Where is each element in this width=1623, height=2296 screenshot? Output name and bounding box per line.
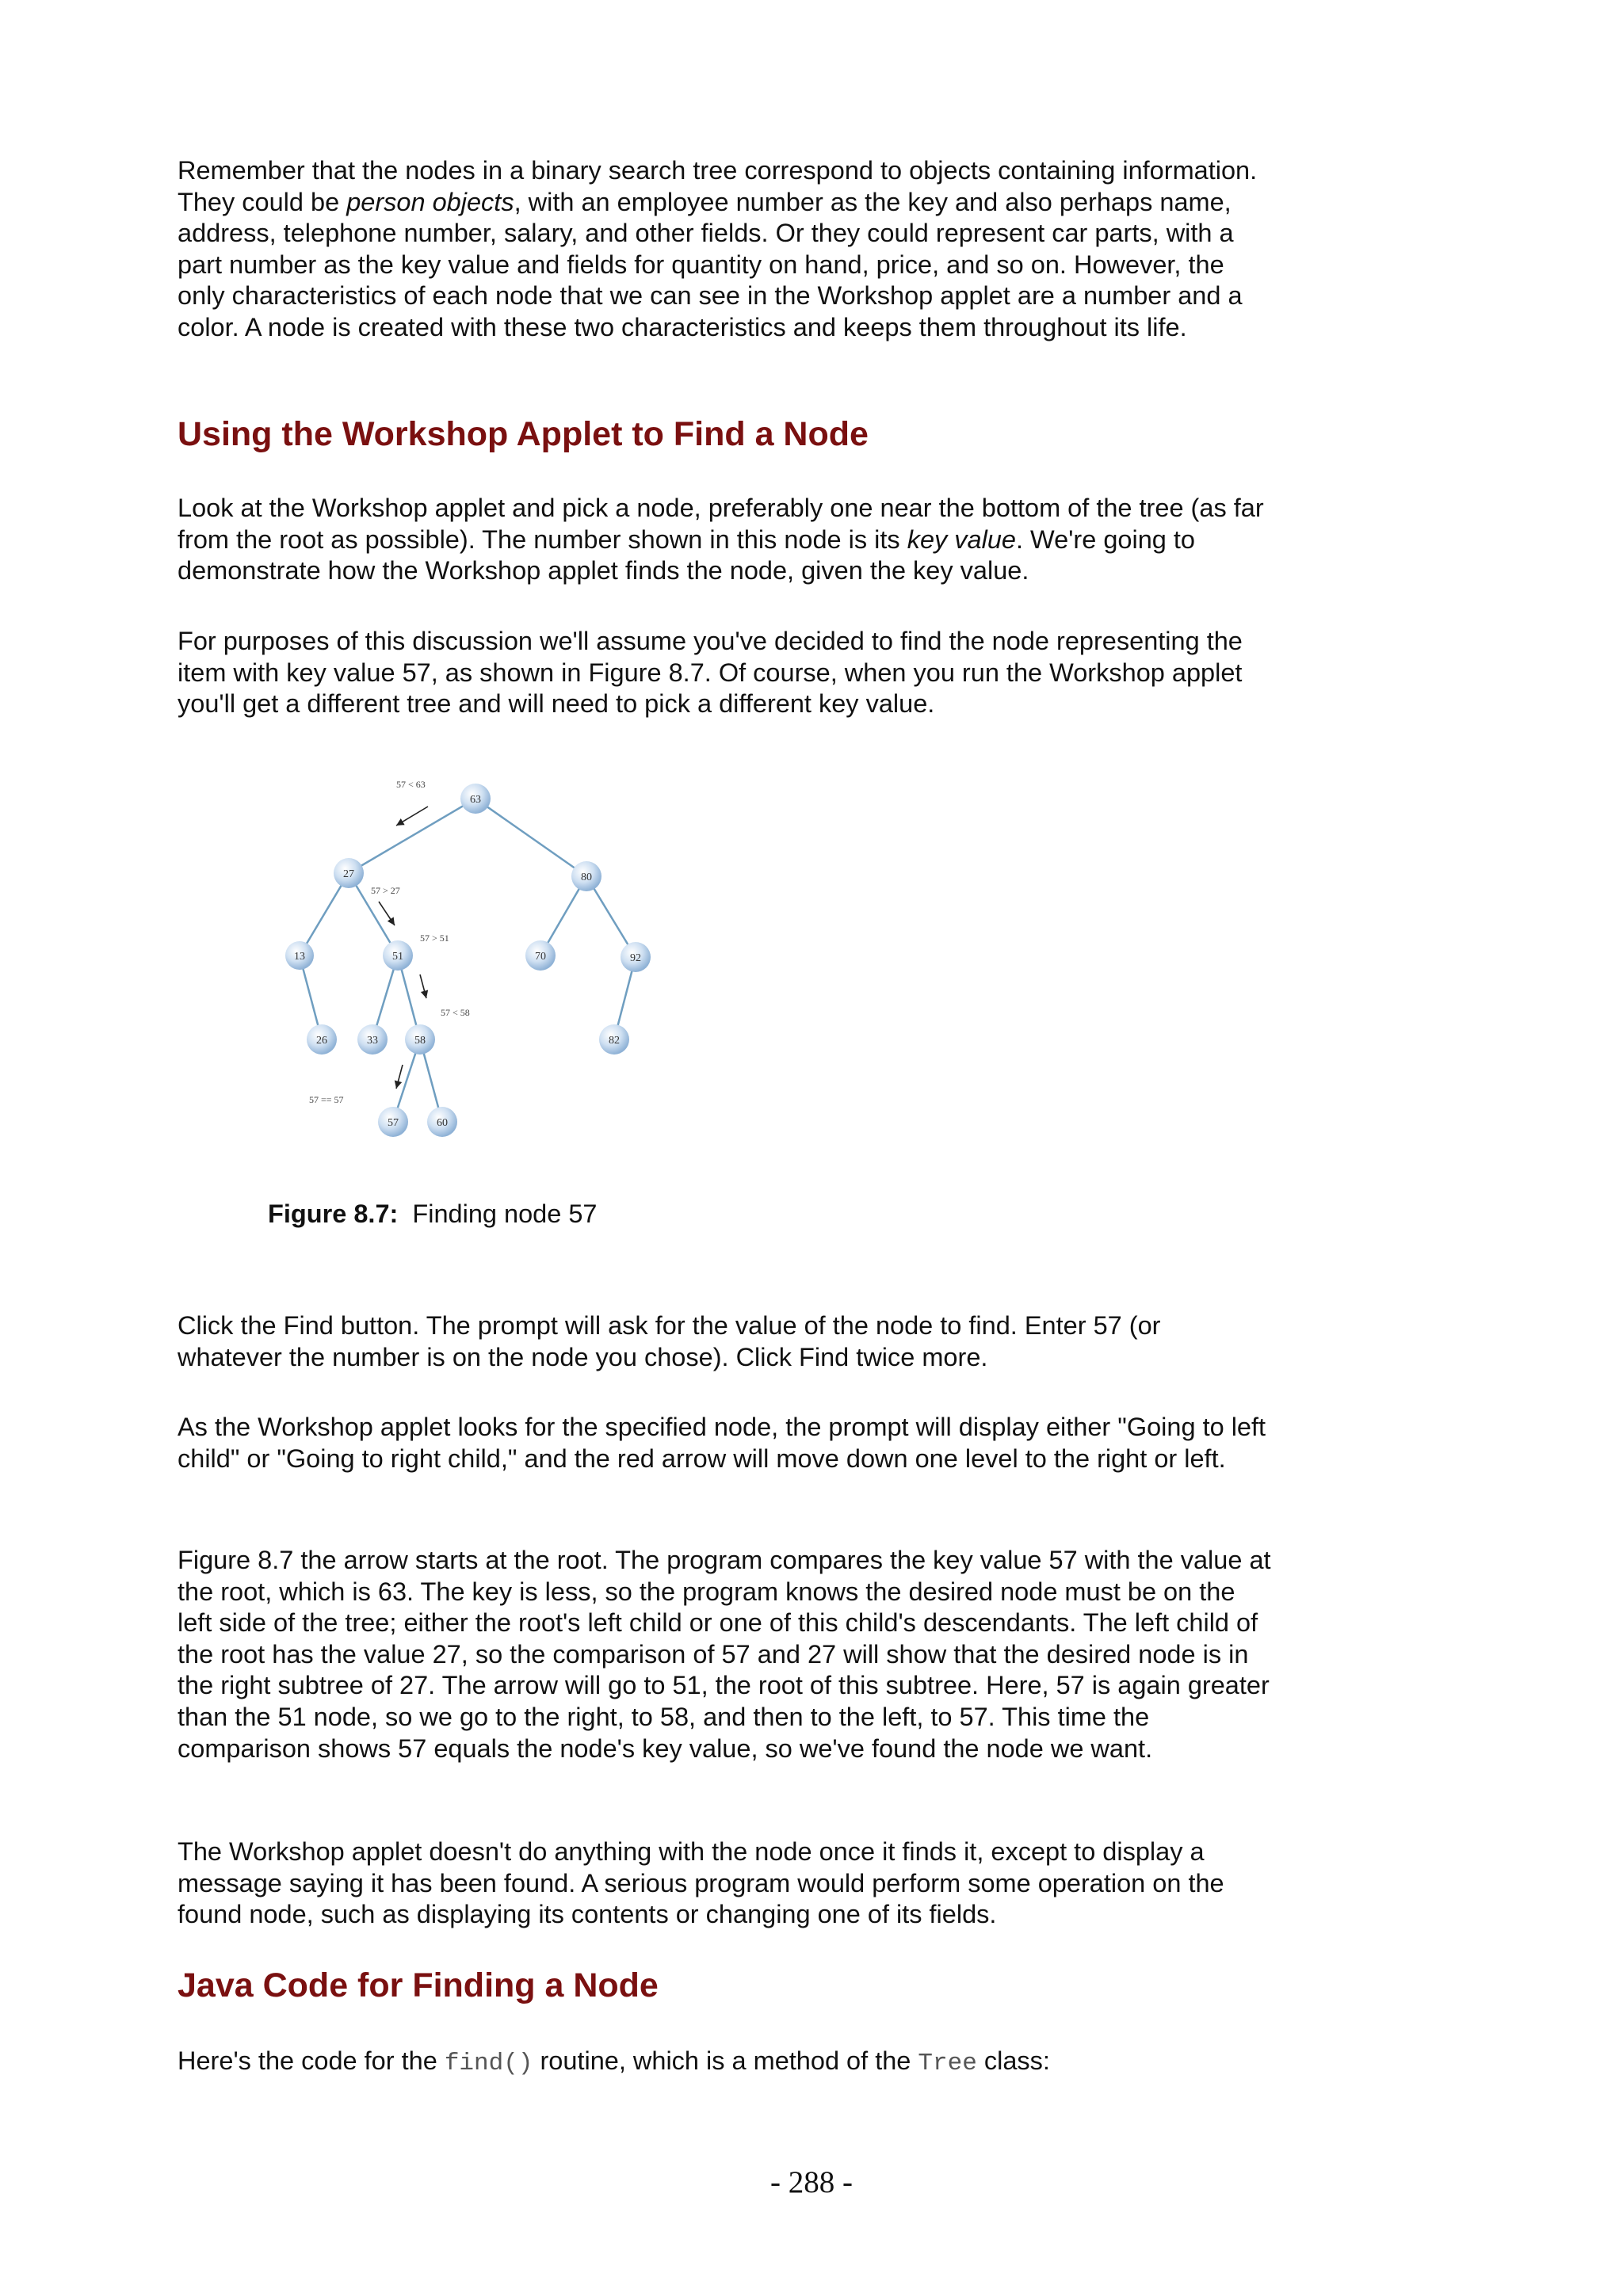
inline-code: find() <box>444 2050 533 2077</box>
figure-binary-tree <box>285 761 666 1157</box>
paragraph-text: Remember that the nodes in a binary search tree correspond to objects containing information. They could be <box>178 156 1258 216</box>
tree-node <box>307 1024 337 1055</box>
inline-code: Tree <box>918 2050 977 2077</box>
node-label: 80 <box>581 871 592 883</box>
comparison-label: 57 < 58 <box>441 1007 470 1018</box>
node-label: 58 <box>414 1035 426 1047</box>
page-number: - 288 - <box>770 2165 853 2199</box>
tree-diagram <box>285 761 666 1157</box>
paragraph-arrow-explanation: Figure 8.7 the arrow starts at the root. The program compares the key value 57 with the value at the root, which is 63. The key is less, so the program knows the desired node must be on the left side of the tree; either the root's left child or one of this child's descendants. The left child of the root has the value 27, so the comparison of 57 and 27 will show that the desired node is in the right subtree of 27. The arrow will go to 51, the root of this subtree. Here, 57 is again greater than the 51 node, so we go to the right, to 58, and then to the left, to 57. This time the comparison shows 57 equals the node's key value, so we've found the node we want. <box>178 1546 1271 1763</box>
node-label: 60 <box>437 1117 448 1129</box>
tree-node <box>357 1024 388 1055</box>
figure-caption <box>268 1198 598 1230</box>
node-label: 92 <box>630 952 641 964</box>
paragraph-click-find: Click the Find button. The prompt will ask for the value of the node to find. Enter 57 (or whatever the number is on the node you chose). Click Find twice more. <box>178 1311 1161 1371</box>
search-arrow-2 <box>379 902 395 925</box>
search-arrow-3 <box>420 974 426 998</box>
tree-node <box>599 1024 629 1055</box>
comparison-label: 57 == 57 <box>309 1094 344 1105</box>
italic-term: person objects <box>346 187 514 216</box>
node-label: 26 <box>316 1035 327 1047</box>
paragraph-code-intro <box>178 2046 1271 2080</box>
node-label: 70 <box>535 951 546 963</box>
node-label: 63 <box>470 794 481 806</box>
node-label: 33 <box>367 1035 378 1047</box>
caption-label: Figure 8.7: <box>268 1199 399 1228</box>
paragraph-prompt-display: As the Workshop applet looks for the specified node, the prompt will display either "Going to left child" or "Going to right child," and the red arrow will move down one level to the right or left. <box>178 1413 1266 1473</box>
tree-node <box>427 1107 457 1137</box>
tree-node <box>460 784 491 814</box>
tree-node <box>378 1107 408 1137</box>
tree-node <box>334 858 364 888</box>
node-label: 27 <box>343 868 354 880</box>
paragraph-text: Look at the Workshop applet and pick a node, preferably one near the bottom of the tree (as far from the root as possible). The number shown in this node is its <box>178 494 1264 554</box>
comparison-label: 57 < 63 <box>396 779 426 790</box>
paragraph-assume-57: For purposes of this discussion we'll assume you've decided to find the node representing the item with key value 57, as shown in Figure 8.7. Of course, when you run the Workshop applet you'll get a different tree and will need to pick a different key value. <box>178 627 1243 719</box>
paragraph-pick-node <box>178 493 1271 587</box>
tree-node <box>405 1024 435 1055</box>
paragraph-text: . We're going to demonstrate how the Workshop applet finds the node, given the key value. <box>178 524 1196 585</box>
comparison-label: 57 > 27 <box>371 885 400 896</box>
tree-node <box>285 941 314 970</box>
comparison-label: 57 > 51 <box>420 933 449 944</box>
tree-node <box>525 940 556 971</box>
paragraph-text: class: <box>976 2046 1050 2075</box>
paragraph-text: Here's the code for the <box>178 2046 445 2075</box>
tree-node <box>571 861 601 891</box>
search-arrow-4 <box>396 1065 403 1089</box>
tree-node <box>621 942 651 972</box>
node-label: 51 <box>392 951 403 963</box>
section-heading-find-node: Using the Workshop Applet to Find a Node <box>178 415 869 453</box>
node-label: 57 <box>388 1117 399 1129</box>
italic-term: key value <box>907 524 1016 554</box>
tree-nodes <box>285 784 651 1137</box>
caption-text: Finding node 57 <box>412 1199 598 1228</box>
paragraph-applet-found: The Workshop applet doesn't do anything with the node once it finds it, except to display a message saying it has been found. A serious program would perform some operation on the found node, such as displaying its contents or changing one of its fields. <box>178 1837 1224 1929</box>
edge-63-80 <box>475 799 586 876</box>
tree-edges <box>300 799 636 1122</box>
paragraph-text: routine, which is a method of the <box>533 2046 918 2075</box>
search-arrow-1 <box>396 807 428 826</box>
paragraph-intro <box>178 155 1271 344</box>
tree-node <box>383 940 413 971</box>
paragraph-text: , with an employee number as the key and also perhaps name, address, telephone number, salary, and other fields. Or they could represent car parts, with a part number as the key value and fields for quantity on hand, price, and so on. However, the only characteristics of each node that we can see in the Workshop applet are a number and a color. A node is created with these two characteristics and keeps them throughout its life. <box>178 187 1243 341</box>
section-heading-java-code: Java Code for Finding a Node <box>178 1966 659 2004</box>
node-label: 82 <box>609 1035 620 1047</box>
node-label: 13 <box>294 951 305 963</box>
edge-63-27 <box>349 799 475 873</box>
